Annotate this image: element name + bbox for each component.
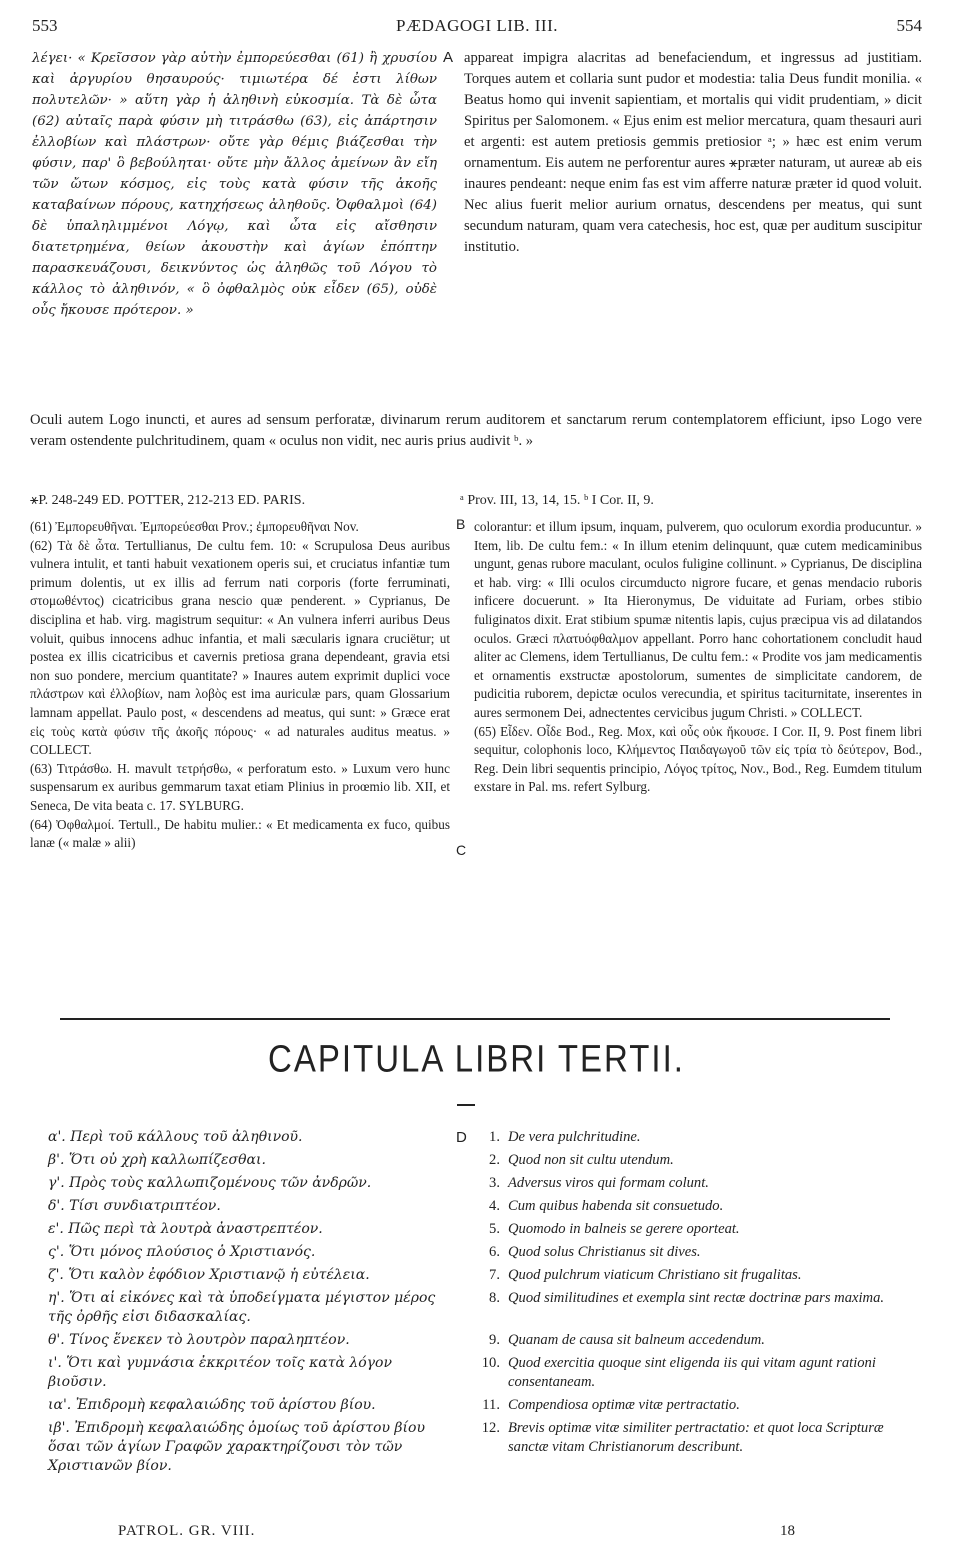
- footnote: (65) Εἶδεν. Οἶδε Bod., Reg. Mox, καὶ οὖς οὐκ ἤκουσε. I Cor. II, 9. Post finem libri sequitur, colophonis loco, Κλήμεντος Παιδαγωγοῦ τῶν εἰς τρία τὸ δεύτερον, Bod., Reg. Dein libri sequentis principio, Λόγος τρίτος, Nov., Bod., Reg. Eumdem titulum exstare in Pal. ms. refert Sylburg.: [474, 723, 922, 795]
- footer-signature: 18: [780, 1523, 795, 1539]
- margin-letter-c: C: [456, 842, 467, 858]
- toc-latin-item: 5. Quomodo in balneis se gerere oporteat.: [489, 1221, 740, 1237]
- toc-greek-item: ιβ'. Ἐπιδρομὴ κεφαλαιώδης ὁμοίως τοῦ ἀρίστου βίου ὅσαι τῶν ἁγίων Γραφῶν χαρακτηρίζουσι τὸν τῶν Χριστιανῶν βίον.: [48, 1420, 425, 1474]
- footnote: (62) Τὰ δὲ ὦτα. Tertullianus, De cultu fem. 10: « Scrupulosa Deus auribus vulnera intulit, et tanti habuit vexationem operis sui, et cruciatus infantiæ tum primum dolentis, ut ex illis ad ferrum nati corporis (forte ferruminati, στομωθέντος) cicatricibus grana nescio quæ penderent. » Cyprianus, De disciplina et hab. virg. magistrum sequitur: « An vulnera inferri auribus Deus voluit, quibus innocens adhuc infantia, et mali sæcularis ignara cruciëtur; ut postea ex illis cicatricibus et cavernis pretiosa grana dependeant, gravia etsi non suo pondere, mercium quantitate? » Inaures autem exprimit duplici voce πλάστρων καὶ ἐλλοβίων, nam λοβὸς est ima auriculæ pars, quam Glossarium lamnam appellat. Paulo post, « descendens ad meatus, qui sunt: » Græce erat εἰς τοὺς κατὰ φύσιν τῆς ἀκοῆς πόρους· « ad naturales auditus meatus. » COLLECT.: [30, 537, 450, 758]
- footnote: (61) Ἐμπορευθῆναι. Ἐμπορεύεσθαι Prov.; ἐμπορευθῆναι Nov.: [30, 519, 359, 534]
- toc-latin-item: 9. Quanam de causa sit balneum accedendum.: [489, 1332, 765, 1348]
- edition-reference: ⚹P. 248-249 ED. POTTER, 212-213 ED. PARIS.: [30, 493, 306, 508]
- margin-letter-d: D: [456, 1129, 467, 1146]
- toc-greek-item: ι'. Ὅτι καὶ γυμνάσια ἐκκριτέον τοῖς κατὰ λόγον βιοῦσιν.: [48, 1355, 392, 1390]
- scripture-reference: ᵃ Prov. III, 13, 14, 15. ᵇ I Cor. II, 9.: [460, 493, 654, 508]
- footnote: (63) Τιτράσθω. H. mavult τετρήσθω, « perforatum esto. » Luxum vero hunc suspensarum ex auribus gemmarum taxat etiam Plinius in proœmio lib. XII, et Seneca, De vita beata c. 17. SYLBURG.: [30, 760, 450, 813]
- toc-greek-item: η'. Ὅτι αἱ εἰκόνες καὶ τὰ ὑποδείγματα μέγιστον μέρος τῆς ὀρθῆς εἰσι διδασκαλίας.: [48, 1290, 436, 1325]
- toc-latin-item: 2. Quod non sit cultu utendum.: [489, 1152, 674, 1168]
- latin-full-width-text: Oculi autem Logo inuncti, et aures ad sensum perforatæ, divinarum rerum auditorem et sanctarum rerum contemplatorem efficiunt, ipso Logo vere veram ostendente pulchritudinem, quam « oculus non vidit, nec auris prius audivit ᵇ. »: [30, 412, 922, 449]
- footnote: (64) Ὀφθαλμοί. Tertull., De habitu mulier.: « Et medicamenta ex fuco, quibus lanæ (« malæ » alii): [30, 816, 450, 851]
- footnotes-left-column: [30, 518, 450, 853]
- page-number-left: 553: [32, 16, 58, 35]
- toc-latin-item: 10. Quod exercitia quoque sint eligenda iis qui vitam agunt rationi consentaneam.: [481, 1355, 876, 1390]
- toc-latin-item: 1. De vera pulchritudine.: [489, 1129, 641, 1145]
- toc-greek-item: ζ'. Ὅτι καλὸν ἐφόδιον Χριστιανῷ ἡ εὐτέλεια.: [48, 1267, 370, 1283]
- toc-latin-item: 4. Cum quibus habenda sit consuetudo.: [489, 1198, 724, 1214]
- latin-main-text: appareat impigra alacritas ad benefaciendum, et ingressus ad justitiam. Torques autem et collaria sunt pudor et modestia: talia Deus fundit monilia. « Beatus homo qui invenit sapientiam, et mortalis qui vidit prudentiam, » dicit Spiritus per Salomonem. « Ejus enim est melior mercatura, quam thesauri auri et argenti: est autem pretiosis gemmis pretiosior ᵃ; » hæc est enim verum ornamentum. Eis autem ne perforentur aures ⚹præter naturam, ut aureæ ab eis inaures pendeant: neque enim fas est vim afferre naturæ præter id quod voluit. Nec alius fuerit melior aurium ornatus, descendens per meatus, qui sunt secundum naturam, quam vera catechesis, hoc est, quæ per auditum suscipitur institutio.: [464, 50, 922, 255]
- toc-latin-column: [474, 1128, 924, 1479]
- chapter-list-title: CAPITULA LIBRI TERTII.: [268, 1037, 685, 1080]
- toc-greek-item: β'. Ὅτι οὐ χρὴ καλλωπίζεσθαι.: [48, 1152, 266, 1168]
- toc-greek-item: δ'. Τίσι συνδιατριπτέον.: [48, 1198, 221, 1214]
- toc-greek-item: θ'. Τίνος ἕνεκεν τὸ λουτρὸν παραληπτέον.: [48, 1332, 350, 1348]
- page-number-right: 554: [896, 16, 922, 35]
- running-head: [32, 16, 922, 44]
- footnotes-right-column: [474, 518, 922, 797]
- margin-letter-a: A: [443, 49, 454, 66]
- section-divider: [60, 1018, 890, 1020]
- greek-main-text: λέγει· « Κρεῖσσον γὰρ αὐτὴν ἐμπορεύεσθαι (61) ἢ χρυσίου καὶ ἀργυρίου θησαυρούς· τιμιωτέρα δέ ἐστι λίθων πολυτελῶν· » αὕτη γὰρ ἡ ἀληθινὴ εὐκοσμία. Τὰ δὲ ὦτα (62) αὐταῖς παρὰ φύσιν μὴ τιτράσθω (63), εἰς ἀπάρτησιν ἐλλοβίων καὶ πλάστρων· οὔτε γὰρ θέμις βιάζεσθαι τὴν φύσιν, παρ' ὃ βεβούληται· οὔτε μὴν ἄλλος ἀμείνων ἂν εἴη τῶν ὤτων κόσμος, εἰς τοὺς κατὰ φύσιν τῆς ἀκοῆς καταβαίνων πόρους, κατηχήσεως ἀληθοῦς. Ὀφθαλμοὶ (64) δὲ ὑπαληλιμμένοι Λόγῳ, καὶ ὦτα εἰς αἴσθησιν διατετρημένα, θείων ἀκουστὴν καὶ ἁγίων ἐπόπτην παρασκευάζουσι, δεικνύντος ὡς ἀληθῶς τοῦ Λόγου τὸ κάλλος τὸ ἀληθινόν, « ὃ ὀφθαλμὸς οὐκ εἶδεν (65), οὐδὲ οὖς ἤκουσε πρότερον. »: [32, 51, 437, 318]
- toc-greek-column: [48, 1128, 440, 1479]
- toc-latin-item: 11. Compendiosa optimæ vitæ pertractatio.: [482, 1397, 740, 1413]
- toc-greek-item: ια'. Ἐπιδρομὴ κεφαλαιώδης τοῦ ἀρίστου βίου.: [48, 1397, 376, 1413]
- running-title: PÆDAGOGI LIB. III.: [396, 16, 558, 35]
- toc-latin-item: 8. Quod similitudines et exempla sint rectæ doctrinæ pars maxima.: [489, 1290, 885, 1306]
- margin-letter-b: B: [456, 516, 466, 532]
- toc-latin-item: 7. Quod pulchrum viaticum Christiano sit frugalitas.: [489, 1267, 802, 1283]
- toc-greek-item: α'. Περὶ τοῦ κάλλους τοῦ ἀληθινοῦ.: [48, 1129, 303, 1145]
- toc-greek-item: γ'. Πρὸς τοὺς καλλωπιζομένους τῶν ἀνδρῶν.: [48, 1175, 372, 1191]
- toc-greek-item: ε'. Πῶς περὶ τὰ λουτρὰ ἀναστρεπτέον.: [48, 1221, 323, 1237]
- toc-greek-item: ς'. Ὅτι μόνος πλούσιος ὁ Χριστιανός.: [48, 1244, 316, 1260]
- footnote: colorantur: et illum ipsum, inquam, pulverem, quo oculorum exordia producuntur. » Item, lib. De cultu fem.: « In illum etenim delinquunt, quæ cutem medicaminibus ungunt, genas rubore maculant, oculos fuligine collinunt. » Cyprianus, De disciplina et hab. virg: « Illi oculos circumducto nigrore fucare, et genas mendacio ruboris inficere docuerunt. » Ita Hieronymus, De viduitate ad Furiam, orbes stibio fuliginatos dixit. Erat stibium spumæ nitentis lapis, cujus præcipua vis ad dilatandos oculos. Græci πλατυόφθαλμον appellant. Porro hanc cohortationem concludit haud aliter ac Clemens, idem Tertullianus, De cultu fem.: « Prodite vos jam medicamentis et ornamentis exstructæ apostolorum, sumentes de simplicitate candorem, de pudicitia ruborem, depictæ oculos verecundia, et spiritus taciturnitate, inserentes in aures sermonem Dei, adnectentes cervicibus jugum Christi. » COLLECT.: [474, 519, 922, 720]
- toc-latin-item: 12. Brevis optimæ vitæ similiter pertractatio: et quot loca Scripturæ sanctæ vitam Christianorum describunt.: [481, 1420, 884, 1455]
- footer-volume: PATROL. GR. VIII.: [118, 1523, 256, 1539]
- title-dash: [457, 1104, 475, 1106]
- toc-latin-item: 6. Quod solus Christianus sit dives.: [489, 1244, 701, 1260]
- toc-latin-item: 3. Adversus viros qui formam colunt.: [489, 1175, 709, 1191]
